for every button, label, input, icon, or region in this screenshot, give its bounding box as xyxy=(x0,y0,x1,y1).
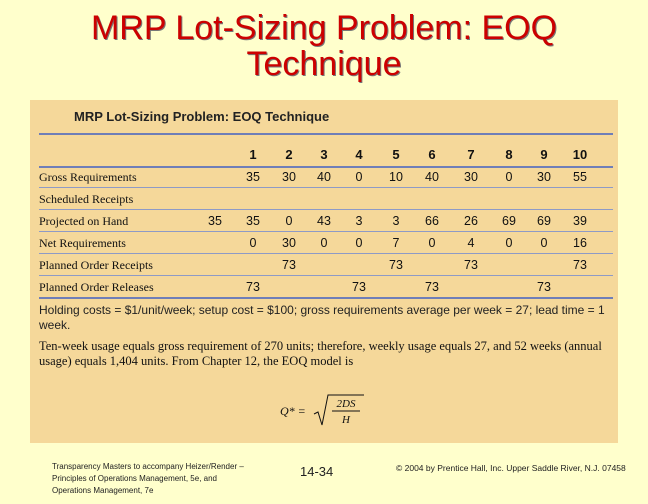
table-cell: 0 xyxy=(249,236,257,250)
row-label: Gross Requirements xyxy=(39,170,137,184)
eoq-formula xyxy=(280,390,380,430)
footer-credit: Transparency Masters to accompany Heizer/Render – Principles of Operations Management, 5e, and Operations Management, 7e xyxy=(52,462,244,495)
slide-title xyxy=(0,10,648,82)
table-cell: 30 xyxy=(282,236,296,250)
formula-denominator: H xyxy=(342,414,350,426)
period-header: 6 xyxy=(428,147,436,162)
table-cell: 73 xyxy=(352,280,366,294)
table-cell: 0 xyxy=(355,170,363,184)
period-header: 4 xyxy=(355,147,363,162)
initial-value-cell: 35 xyxy=(208,214,222,228)
footer-copyright: © 2004 by Prentice Hall, Inc. Upper Saddle River, N.J. 07458 xyxy=(396,463,626,473)
table-cell: 55 xyxy=(573,170,587,184)
table-cell: 0 xyxy=(355,236,363,250)
table-row xyxy=(39,276,613,297)
mrp-table xyxy=(39,144,613,299)
slide-title-line1: MRP Lot-Sizing Problem: EOQ xyxy=(90,9,558,47)
period-header: 5 xyxy=(392,147,400,162)
table-cell: 40 xyxy=(425,170,439,184)
table-cell: 30 xyxy=(537,170,551,184)
table-cell: 73 xyxy=(464,258,478,272)
table-cell: 0 xyxy=(505,236,513,250)
table-cell: 39 xyxy=(573,214,587,228)
table-cell: 0 xyxy=(285,214,293,228)
table-cell: 69 xyxy=(502,214,516,228)
table-cell: 26 xyxy=(464,214,478,228)
table-cell: 30 xyxy=(282,170,296,184)
table-cell: 35 xyxy=(246,170,260,184)
table-cell: 16 xyxy=(573,236,587,250)
period-header: 10 xyxy=(572,147,588,162)
table-cell: 73 xyxy=(389,258,403,272)
table-row xyxy=(39,232,613,253)
table-cell: 30 xyxy=(464,170,478,184)
row-label: Projected on Hand xyxy=(39,214,129,228)
table-cell: 10 xyxy=(389,170,403,184)
table-cell: 4 xyxy=(467,236,475,250)
usage-note: Ten-week usage equals gross requirement of 270 units; therefore, weekly usage equals 27, and 52 weeks (annual usage) equals 1,404 units. From Chapter 12, the EOQ model is xyxy=(39,339,602,368)
slide-title-line2: Technique xyxy=(246,45,402,83)
row-label: Planned Order Releases xyxy=(39,280,154,294)
table-cell: 69 xyxy=(537,214,551,228)
table-row xyxy=(39,210,613,231)
table-cell: 35 xyxy=(246,214,260,228)
row-label: Scheduled Receipts xyxy=(39,192,134,206)
table-top-rule xyxy=(39,133,613,135)
period-header: 8 xyxy=(505,147,513,162)
table-header-row xyxy=(39,144,613,166)
period-header: 9 xyxy=(540,147,548,162)
period-header: 7 xyxy=(467,147,475,162)
formula-lhs: Q* = xyxy=(280,404,306,418)
table-cell: 3 xyxy=(392,214,400,228)
table-cell: 73 xyxy=(425,280,439,294)
table-row xyxy=(39,254,613,275)
table-row xyxy=(39,166,613,187)
period-header: 1 xyxy=(249,147,257,162)
table-cell: 0 xyxy=(540,236,548,250)
period-header: 2 xyxy=(285,147,293,162)
table-cell: 0 xyxy=(428,236,436,250)
table-cell: 73 xyxy=(282,258,296,272)
table-row xyxy=(39,188,613,209)
table-cell: 0 xyxy=(320,236,328,250)
slide-number: 14-34 xyxy=(300,464,334,479)
table-cell: 40 xyxy=(317,170,331,184)
panel-title: MRP Lot-Sizing Problem: EOQ Technique xyxy=(74,109,330,124)
table-cell: 3 xyxy=(355,214,363,228)
row-label: Planned Order Receipts xyxy=(39,258,153,272)
row-label: Net Requirements xyxy=(39,236,126,250)
figure-panel xyxy=(30,100,618,443)
row-rule xyxy=(39,297,613,299)
table-cell: 73 xyxy=(246,280,260,294)
table-cell: 0 xyxy=(505,170,513,184)
table-cell: 7 xyxy=(392,236,400,250)
table-cell: 73 xyxy=(573,258,587,272)
cost-note: Holding costs = $1/unit/week; setup cost = $100; gross requirements average per week = 27; lead time = 1 week. xyxy=(39,303,605,332)
table-cell: 73 xyxy=(537,280,551,294)
table-cell: 43 xyxy=(317,214,331,228)
period-header: 3 xyxy=(320,147,328,162)
formula-numerator: 2DS xyxy=(336,398,356,410)
table-cell: 66 xyxy=(425,214,439,228)
